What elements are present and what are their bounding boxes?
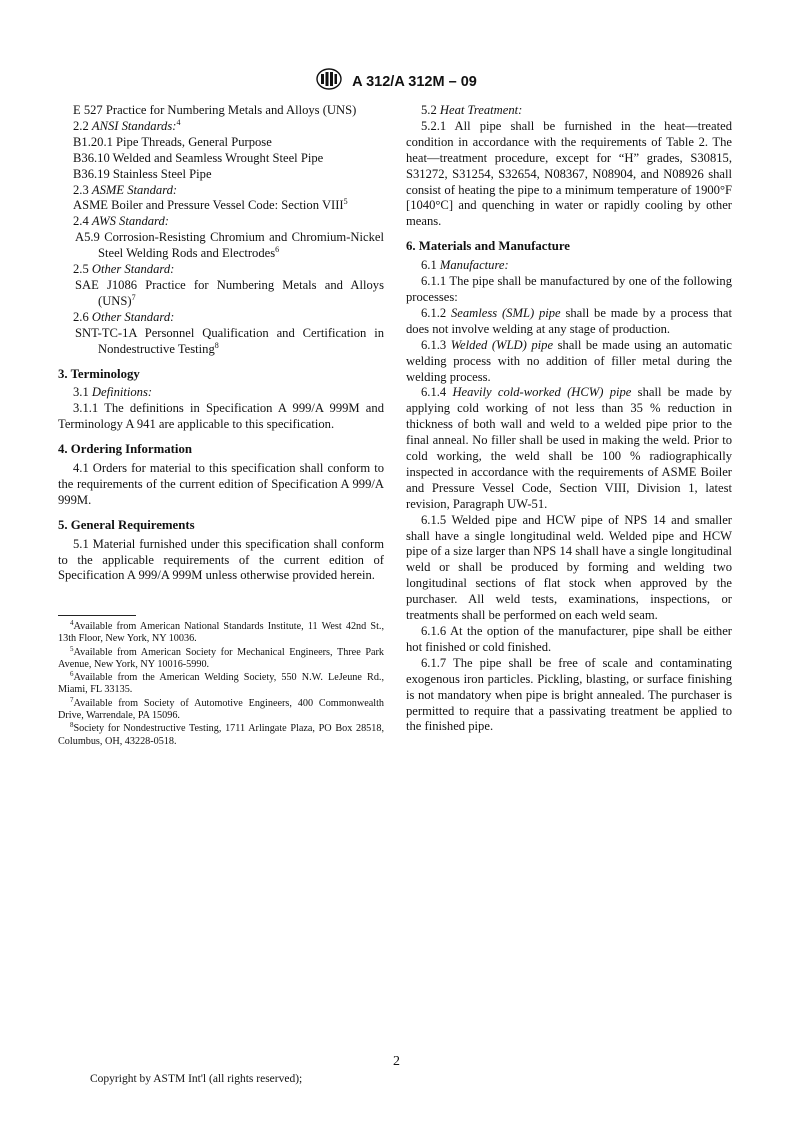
section-3-1: 3.1 Definitions: — [73, 385, 153, 400]
section-2-4: 2.4 AWS Standard: — [73, 214, 169, 229]
section-2-2: 2.2 ANSI Standards:$^4$ — [73, 117, 181, 133]
paragraph-4-1: 4.1 Orders for material to this specification shall conform to the requirements of the current edition of Specification A 999/A 999M. — [58, 461, 384, 507]
reference-b36-19: B36.19 Stainless Steel Pipe — [73, 166, 212, 181]
heading-general-requirements: 5. General Requirements — [58, 517, 195, 532]
page-number: 2 — [393, 1054, 400, 1069]
paragraph-3-1-1: 3.1.1 The definitions in Specification A 999/A 999M and Terminology A 941 are applicable to this specification. — [58, 401, 384, 432]
footnote: $^5$Available from American Society for Mechanical Engineers, Three Park Avenue, New York, NY 10016-5990. — [58, 644, 384, 670]
paragraph-5-1: 5.1 Material furnished under this specification shall conform to the applicable requirements of the current edition of Specification A 999/A 999M unless otherwise provided herein. — [58, 536, 384, 583]
footnotes — [58, 621, 384, 749]
reference-a5-9: A5.9 Corrosion-Resisting Chromium and Chromium-Nickel Steel Welding Rods and Electrodes$^6$ — [75, 230, 384, 261]
page-header — [0, 68, 793, 95]
heading-materials-and-manufacture: 6. Materials and Manufacture — [406, 239, 570, 254]
reference-b36-10: B36.10 Welded and Seamless Wrought Steel Pipe — [73, 150, 324, 165]
reference-asme-bpvc: ASME Boiler and Pressure Vessel Code: Section VIII$^5$ — [73, 197, 348, 213]
footnote: $^4$Available from American National Standards Institute, 11 West 42nd St., 13th Floor, New York, NY 10036. — [58, 619, 384, 645]
footnote-divider — [58, 615, 136, 616]
reference-snt-tc-1a: SNT-TC-1A Personnel Qualification and Certification in Nondestructive Testing$^8$ — [75, 325, 384, 356]
paragraph-6-1-2: 6.1.2 Seamless (SML) pipe shall be made by a process that does not involve welding at any stage of production. — [406, 305, 733, 336]
document-designation: A 312/A 312M – 09 — [352, 73, 477, 90]
paragraph-6-1-6: 6.1.6 At the option of the manufacturer, pipe shall be either hot finished or cold finished. — [406, 624, 732, 654]
paragraph-6-1-4: 6.1.4 Heavily cold-worked (HCW) pipe shall be made by applying cold working of not less than 35 % reduction in thickness of both wall and weld to a welded pipe prior to the final anneal. No filler shall be used in making the weld. Prior to cold working, the weld shall be 100 % radiographically inspected in accordance with the requirements of ASME Boiler and Pressure Vessel Code, Section VIII, Division 1, latest revision, Paragraph UW-51. — [406, 385, 732, 511]
heading-terminology: 3. Terminology — [58, 366, 140, 381]
paragraph-6-1-3: 6.1.3 Welded (WLD) pipe shall be made using an automatic welding process with no addition of filler metal during the welding process. — [406, 337, 732, 384]
footnote: $^7$Available from Society of Automotive Engineers, 400 Commonwealth Drive, Warrendale, PA 15096. — [58, 695, 384, 722]
section-2-5: 2.5 Other Standard: — [73, 262, 175, 277]
footnote: $^6$Available from the American Welding Society, 550 N.W. LeJeune Rd., Miami, FL 33135. — [58, 670, 384, 696]
section-2-3: 2.3 ASME Standard: — [73, 182, 178, 197]
paragraph-6-1-1: 6.1.1 The pipe shall be manufactured by one of the following processes: — [406, 274, 732, 304]
left-column — [58, 103, 384, 584]
heading-ordering-information: 4. Ordering Information — [58, 442, 193, 457]
section-5-2: 5.2 Heat Treatment: — [421, 103, 523, 117]
paragraph-6-1-7: 6.1.7 The pipe shall be free of scale and contaminating exogenous iron particles. Pickling, blasting, or surface finishing is not mandatory when pipe is bright annealed. The purchaser is permitted to require that a passivating treatment be applied to the finished pipe. — [406, 655, 732, 734]
reference-e527: E 527 Practice for Numbering Metals and Alloys (UNS) — [73, 103, 357, 117]
paragraph-6-1-5: 6.1.5 Welded pipe and HCW pipe of NPS 14 and smaller shall have a single longitudinal weld. Welded pipe and HCW pipe of a size larger than NPS 14 shall have a single longitudinal weld or shall be produced by forming and welding two longitudinal sections of flat stock when approved by the purchaser. All weld tests, examinations, inspections, or treatments shall be performed on each weld seam. — [406, 512, 732, 623]
copyright-notice: Copyright by ASTM Int'l (all rights reserved); — [90, 1073, 303, 1085]
astm-logo-icon — [316, 68, 342, 95]
footnote: $^8$Society for Nondestructive Testing, 1711 Arlingate Plaza, PO Box 28518, Columbus, OH, 43228-0518. — [58, 721, 384, 747]
paragraph-5-2-1: 5.2.1 All pipe shall be furnished in the heat—treated condition in accordance with the requirements of Table 2. The heat—treatment procedure, except for “H” grades, S30815, S31272, S31254, S32654, N08367, N08904, and N08926 shall consist of heating the pipe to a minimum temperature of 1900°F [1040°C] and quenching in water or rapidly cooling by other means. — [406, 118, 732, 229]
section-2-6: 2.6 Other Standard: — [73, 309, 175, 324]
right-column — [406, 103, 732, 735]
section-6-1: 6.1 Manufacture: — [421, 258, 509, 273]
reference-b1-20-1: B1.20.1 Pipe Threads, General Purpose — [73, 134, 272, 149]
reference-sae-j1086: SAE J1086 Practice for Numbering Metals and Alloys (UNS)$^7$ — [75, 277, 384, 308]
